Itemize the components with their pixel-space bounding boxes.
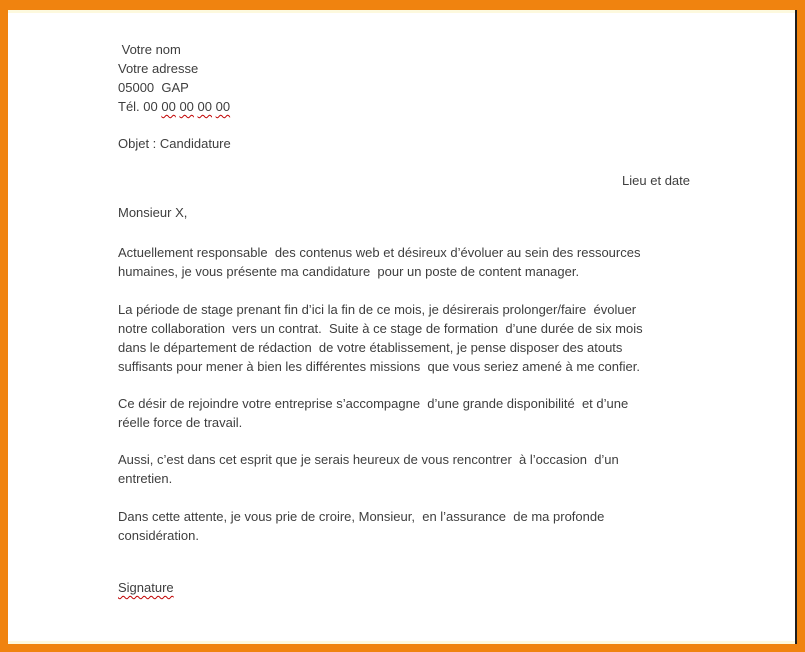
paragraph-motivation bbox=[118, 394, 690, 432]
signature-placeholder: Signature bbox=[118, 580, 174, 595]
paragraph-line: La période de stage prenant fin d’ici la fin de ce mois, je désirerais prolonger/faire évoluer bbox=[118, 302, 637, 317]
phone-group-4: 00 bbox=[215, 99, 231, 114]
paragraph-line: suffisants pour mener à bien les différentes missions que vous seriez amené à me confier. bbox=[118, 359, 640, 374]
paragraph-line: humaines, je vous présente ma candidature pour un poste de content manager. bbox=[118, 264, 580, 279]
paragraph-intro bbox=[118, 243, 690, 281]
paragraph-line: Actuellement responsable des contenus web et désireux d’évoluer au sein des ressources bbox=[118, 245, 641, 260]
sender-address: Votre adresse bbox=[118, 61, 199, 76]
phone-group-1: 00 bbox=[161, 99, 176, 114]
paragraph-line: entretien. bbox=[118, 471, 173, 486]
letter-content bbox=[118, 10, 690, 597]
date-placeholder: Lieu et date bbox=[622, 173, 690, 188]
paragraph-line: réelle force de travail. bbox=[118, 415, 243, 430]
paragraph-line: notre collaboration vers un contrat. Suite à ce stage de formation d’une durée de six mois bbox=[118, 321, 643, 336]
paragraph-line: considération. bbox=[118, 528, 199, 543]
subject-line: Objet : Candidature bbox=[118, 136, 231, 151]
phone-group-2: 00 bbox=[179, 99, 194, 114]
paragraph-line: Dans cette attente, je vous prie de croire, Monsieur, en l’assurance de ma profonde bbox=[118, 509, 605, 524]
sender-name: Votre nom bbox=[118, 42, 181, 57]
paragraph-line: Aussi, c’est dans cet esprit que je serais heureux de vous rencontrer à l’occasion d’un bbox=[118, 452, 619, 467]
paragraph-line: Ce désir de rejoindre votre entreprise s’accompagne d’une grande disponibilité et d’une bbox=[118, 396, 629, 411]
paragraph-line: dans le département de rédaction de votre établissement, je pense disposer des atouts bbox=[118, 340, 623, 355]
phone-prefix: Tél. 00 bbox=[118, 99, 162, 114]
sender-block bbox=[118, 40, 690, 116]
salutation: Monsieur X, bbox=[118, 205, 188, 220]
sender-city: 05000 GAP bbox=[118, 80, 189, 95]
paragraph-politesse bbox=[118, 507, 690, 545]
phone-group-3: 00 bbox=[197, 99, 213, 114]
sender-phone bbox=[118, 97, 690, 116]
letter-page bbox=[8, 10, 797, 644]
paragraph-stage bbox=[118, 300, 690, 376]
paragraph-entretien bbox=[118, 450, 690, 488]
